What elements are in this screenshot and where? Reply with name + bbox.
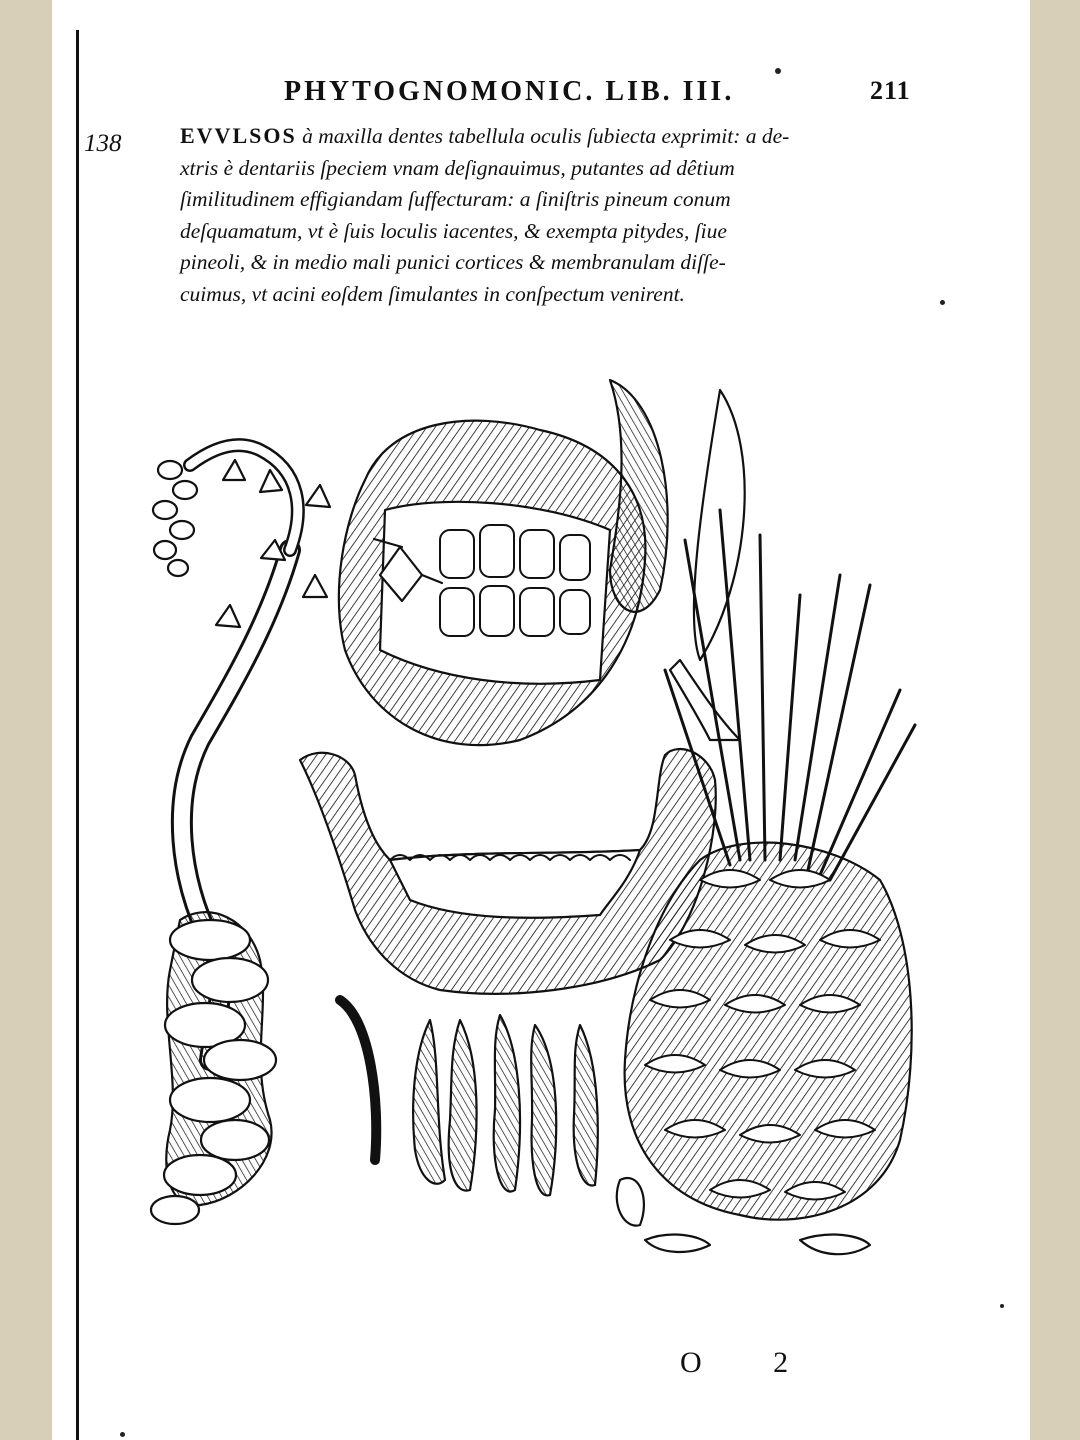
loose-teeth	[413, 1015, 598, 1195]
page-number: 211	[870, 76, 911, 105]
ink-speck	[775, 68, 781, 74]
signature-mark: O 2	[680, 1346, 821, 1379]
caption-line-2: xtris è dentariis ſpeciem vnam deſignauimus, putantes ad dêtium	[180, 155, 735, 180]
margin-number: 138	[84, 130, 122, 157]
caption-line-1: EVVLSOS à maxilla dentes tabellula oculis ſubiecta exprimit: a de-	[180, 123, 790, 148]
ink-speck	[1000, 1304, 1004, 1308]
pomegranate	[339, 380, 745, 745]
caption-paragraph	[180, 120, 930, 310]
woodcut-illustration	[140, 360, 930, 1260]
caption-line-3: ſimilitudinem effigiandam ſuffecturam: a ſiniſtris pineum conum	[180, 187, 731, 211]
caption-line-6: cuimus, vt acini eoſdem ſimulantes in conſpectum venirent.	[180, 281, 685, 306]
caption-lead-word: EVVLSOS	[180, 123, 297, 148]
ink-speck	[940, 300, 945, 305]
gutter-line	[76, 30, 79, 1440]
running-head: PHYTOGNOMONIC. LIB. III.	[284, 76, 735, 107]
ink-speck	[120, 1432, 125, 1437]
caption-line-4: deſquamatum, vt è ſuis loculis iacentes, & exempta pitydes, ſiue	[180, 218, 727, 243]
caption-line-5: pineoli, & in medio mali punici cortices & membranulam diſſe-	[180, 250, 726, 274]
